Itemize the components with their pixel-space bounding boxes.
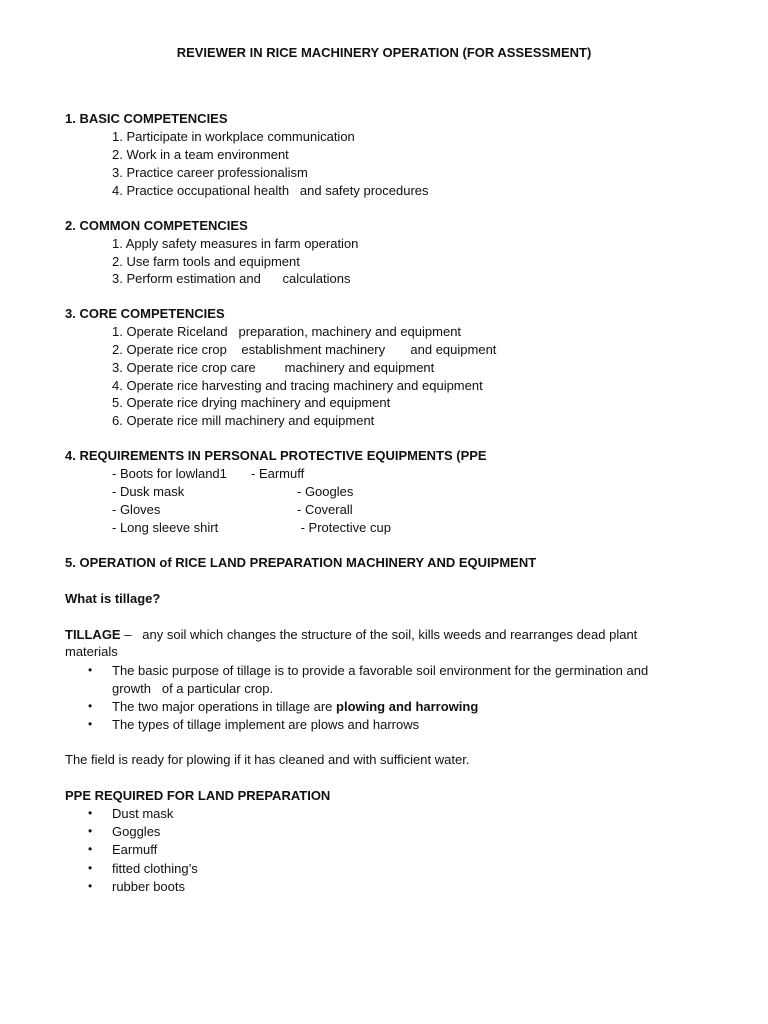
question-heading: What is tillage? — [65, 591, 161, 606]
ppe-land-item: Earmuff — [112, 842, 158, 857]
bullet-icon: • — [88, 717, 93, 731]
list-item: 6. Operate rice mill machinery and equipment — [112, 413, 375, 428]
ppe-right-item: - Protective cup — [297, 520, 391, 535]
bullet-icon: • — [88, 879, 93, 893]
ppe-land-heading: PPE REQUIRED FOR LAND PREPARATION — [65, 788, 331, 803]
list-item: 2. Work in a team environment — [112, 147, 289, 162]
tillage-definition — [65, 626, 637, 643]
list-item: 4. Practice occupational health and safety procedures — [112, 183, 429, 198]
section-heading-basic: 1. BASIC COMPETENCIES — [65, 111, 228, 126]
list-item: 3. Perform estimation and calculations — [112, 271, 351, 286]
section-heading-common: 2. COMMON COMPETENCIES — [65, 218, 248, 233]
ppe-right-item: - Coverall — [297, 502, 353, 517]
bullet-icon: • — [88, 663, 93, 677]
list-item: 2. Use farm tools and equipment — [112, 254, 300, 269]
list-item: 4. Operate rice harvesting and tracing machinery and equipment — [112, 378, 483, 393]
ppe-land-item: rubber boots — [112, 879, 185, 894]
document-title: REVIEWER IN RICE MACHINERY OPERATION (FOR ASSESSMENT) — [176, 45, 592, 60]
section-heading-operation: 5. OPERATION of RICE LAND PREPARATION MACHINERY AND EQUIPMENT — [65, 555, 537, 570]
ppe-right-item: - Googles — [297, 484, 354, 499]
bullet-icon: • — [88, 699, 93, 713]
tillage-bullet-3: The types of tillage implement are plows and harrows — [112, 717, 420, 732]
list-item: 1. Apply safety measures in farm operation — [112, 236, 359, 251]
ppe-right-item: - Earmuff — [251, 466, 305, 481]
bullet-icon: • — [88, 861, 93, 875]
field-ready-text: The field is ready for plowing if it has cleaned and with sufficient water. — [65, 752, 470, 767]
ppe-left-item: - Dusk mask — [112, 484, 185, 499]
tillage-bullet-2-text: The two major operations in tillage are — [112, 699, 337, 714]
ppe-left-item: - Long sleeve shirt — [112, 520, 219, 535]
ppe-land-item: fitted clothing’s — [112, 861, 198, 876]
list-item: 3. Practice career professionalism — [112, 165, 308, 180]
tillage-bullet-2 — [112, 698, 478, 715]
ppe-left-item: - Gloves — [112, 502, 161, 517]
tillage-definition-cont: materials — [65, 644, 118, 659]
section-heading-ppe: 4. REQUIREMENTS IN PERSONAL PROTECTIVE EQUIPMENTS (PPE — [65, 448, 487, 463]
tillage-term: TILLAGE — [65, 627, 121, 642]
bullet-icon: • — [88, 806, 93, 820]
list-item: 2. Operate rice crop establishment machinery and equipment — [112, 342, 497, 357]
tillage-bullet-1: The basic purpose of tillage is to provide a favorable soil environment for the germination and — [112, 663, 649, 678]
ppe-land-item: Dust mask — [112, 806, 174, 821]
list-item: 1. Operate Riceland preparation, machinery and equipment — [112, 324, 462, 339]
tillage-bullet-1-cont: growth of a particular crop. — [112, 681, 274, 696]
section-heading-core: 3. CORE COMPETENCIES — [65, 306, 225, 321]
ppe-land-item: Goggles — [112, 824, 161, 839]
list-item: 1. Participate in workplace communication — [112, 129, 355, 144]
bullet-icon: • — [88, 824, 93, 838]
tillage-definition-text: – any soil which changes the structure of the soil, kills weeds and rearranges dead plant — [120, 627, 638, 642]
list-item: 5. Operate rice drying machinery and equipment — [112, 395, 391, 410]
tillage-bullet-2-bold: plowing and harrowing — [336, 699, 479, 714]
bullet-icon: • — [88, 842, 93, 856]
ppe-left-item: - Boots for lowland1 — [112, 466, 227, 481]
list-item: 3. Operate rice crop care machinery and equipment — [112, 360, 435, 375]
